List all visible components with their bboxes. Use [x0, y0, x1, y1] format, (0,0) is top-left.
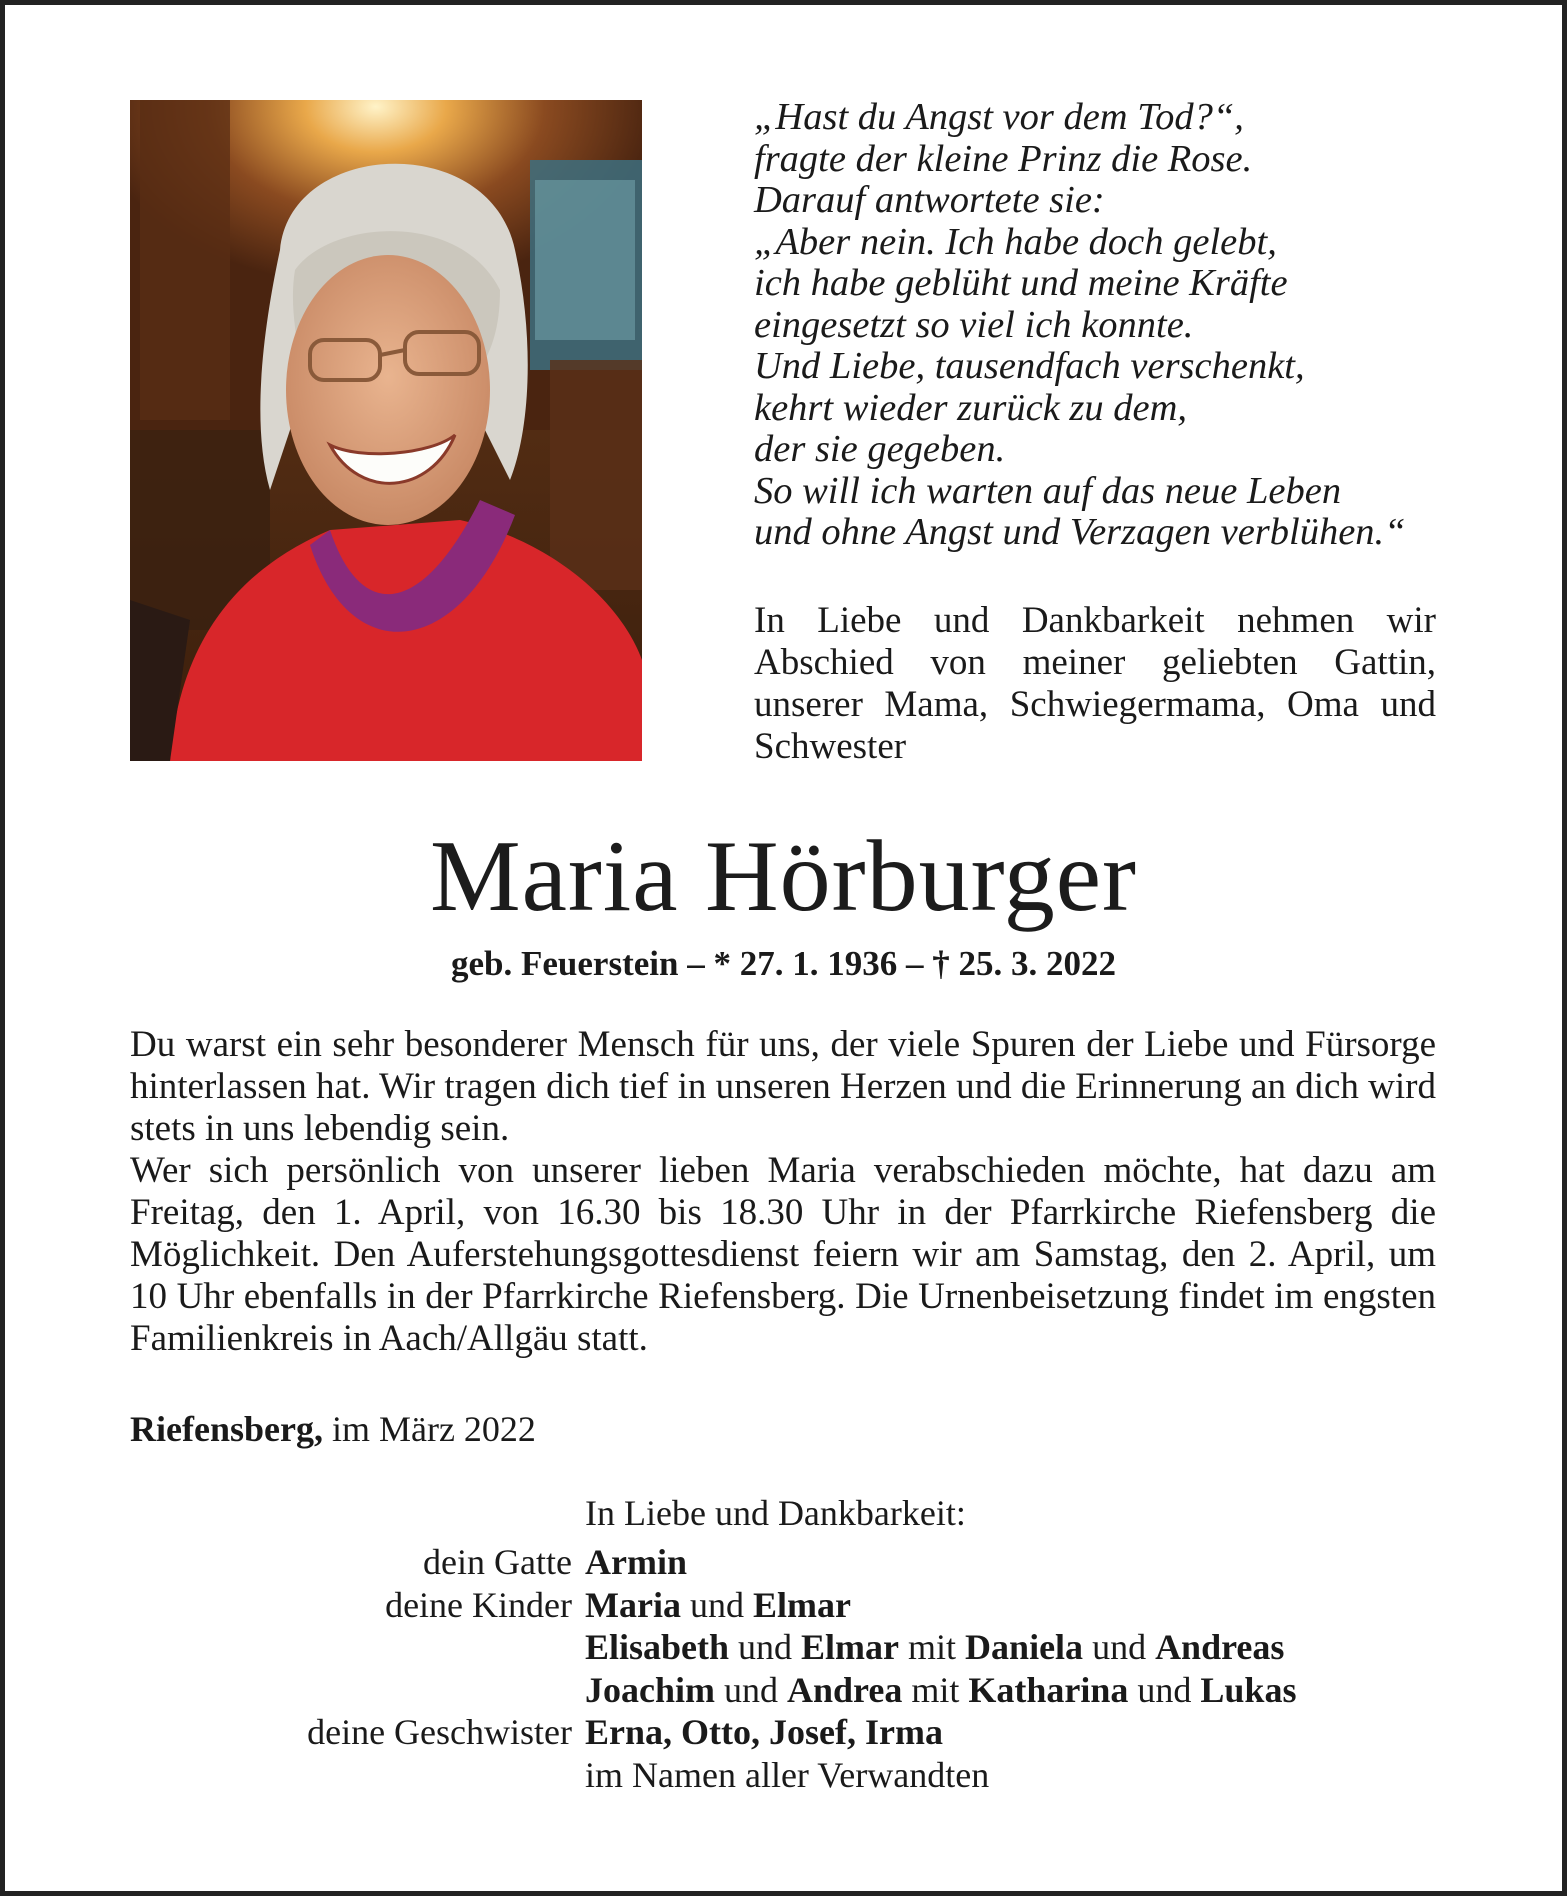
family-row — [130, 1754, 1450, 1797]
place-date-text: im März 2022 — [331, 1409, 536, 1449]
quote-block — [754, 97, 1474, 554]
quote-line: und ohne Angst und Verzagen verblühen.“ — [754, 511, 1406, 553]
relation-label: dein Gatte — [423, 1542, 572, 1582]
family-list — [130, 1541, 1450, 1796]
connector: und — [724, 1669, 778, 1710]
quote-line: „Aber nein. Ich habe doch gelebt, — [754, 220, 1277, 263]
quote-line: eingesetzt so viel ich konnte. — [754, 303, 1194, 346]
family-name: Maria — [585, 1584, 681, 1625]
family-name: Katharina — [968, 1669, 1129, 1710]
quote-line: So will ich warten auf das neue Leben — [754, 469, 1342, 512]
quote-line: der sie gegeben. — [754, 428, 1006, 470]
family-row — [130, 1541, 1450, 1584]
family-name: Erna, Otto, Josef, Irma — [585, 1712, 943, 1752]
family-row — [130, 1711, 1450, 1754]
signoff: In Liebe und Dankbarkeit: — [585, 1493, 966, 1533]
place-town: Riefensberg, — [130, 1409, 323, 1449]
quote-line: Darauf antwortete sie: — [754, 179, 1105, 221]
family-row — [130, 1626, 1450, 1669]
family-name: Armin — [585, 1542, 687, 1582]
relatives-line: im Namen aller Verwandten — [585, 1754, 990, 1795]
body-paragraph: Wer sich persönlich von unserer lieben Maria verabschieden möchte, hat dazu am Freitag, den 1. April, von 16.30 bis 18.30 Uhr in der Pfarrkirche Riefensberg die Möglichkeit. Den Auferstehungsgottesdienst feiern wir am Samstag, den 2. April, um 10 Uhr ebenfalls in der Pfarrkirche Riefensberg. Die Urnenbeisetzung findet im engsten Familienkreis in Aach/Allgäu statt. — [130, 1150, 1436, 1359]
family-name: Andrea — [787, 1669, 903, 1710]
place-date — [130, 1408, 536, 1450]
body-text — [130, 1024, 1436, 1360]
connector: mit — [908, 1627, 957, 1667]
quote-line: ich habe geblüht und meine Kräfte — [754, 262, 1288, 304]
family-name: Elmar — [801, 1627, 900, 1667]
deceased-name: Maria Hörburger — [429, 820, 1138, 933]
quote-line: kehrt wieder zurück zu dem, — [754, 386, 1188, 429]
portrait-photo — [130, 100, 642, 761]
connector: und — [738, 1627, 793, 1667]
quote-line: „Hast du Angst vor dem Tod?“, — [754, 96, 1244, 138]
family-name: Elmar — [752, 1584, 851, 1625]
family-row — [130, 1584, 1450, 1627]
intro-text: In Liebe und Dankbarkeit nehmen wir Abschied von meiner geliebten Gattin, unserer Mama, Schwiegermama, Oma und Schwester — [754, 600, 1436, 767]
family-name: Daniela — [965, 1627, 1084, 1667]
family-name: Elisabeth — [585, 1627, 730, 1667]
connector: und — [689, 1584, 744, 1625]
family-name: Joachim — [585, 1669, 715, 1710]
portrait-photo-icon — [130, 100, 642, 761]
relation-label: deine Kinder — [385, 1584, 572, 1625]
body-paragraph: Du warst ein sehr besonderer Mensch für uns, der viele Spuren der Liebe und Fürsorge hinterlassen hat. Wir tragen dich tief in unseren Herzen und die Erinnerung an dich wird stets in uns lebendig sein. — [130, 1024, 1436, 1149]
connector: und — [1137, 1669, 1192, 1710]
quote-line: fragte der kleine Prinz die Rose. — [754, 137, 1253, 180]
life-dates: geb. Feuerstein – * 27. 1. 1936 – † 25. 3. 2022 — [451, 944, 1116, 983]
family-name: Andreas — [1155, 1627, 1285, 1667]
family-name: Lukas — [1200, 1669, 1297, 1710]
relation-label: deine Geschwister — [307, 1712, 572, 1752]
quote-line: Und Liebe, tausendfach verschenkt, — [754, 345, 1305, 387]
connector: und — [1092, 1627, 1147, 1667]
connector: mit — [911, 1669, 960, 1710]
family-row — [130, 1669, 1450, 1712]
